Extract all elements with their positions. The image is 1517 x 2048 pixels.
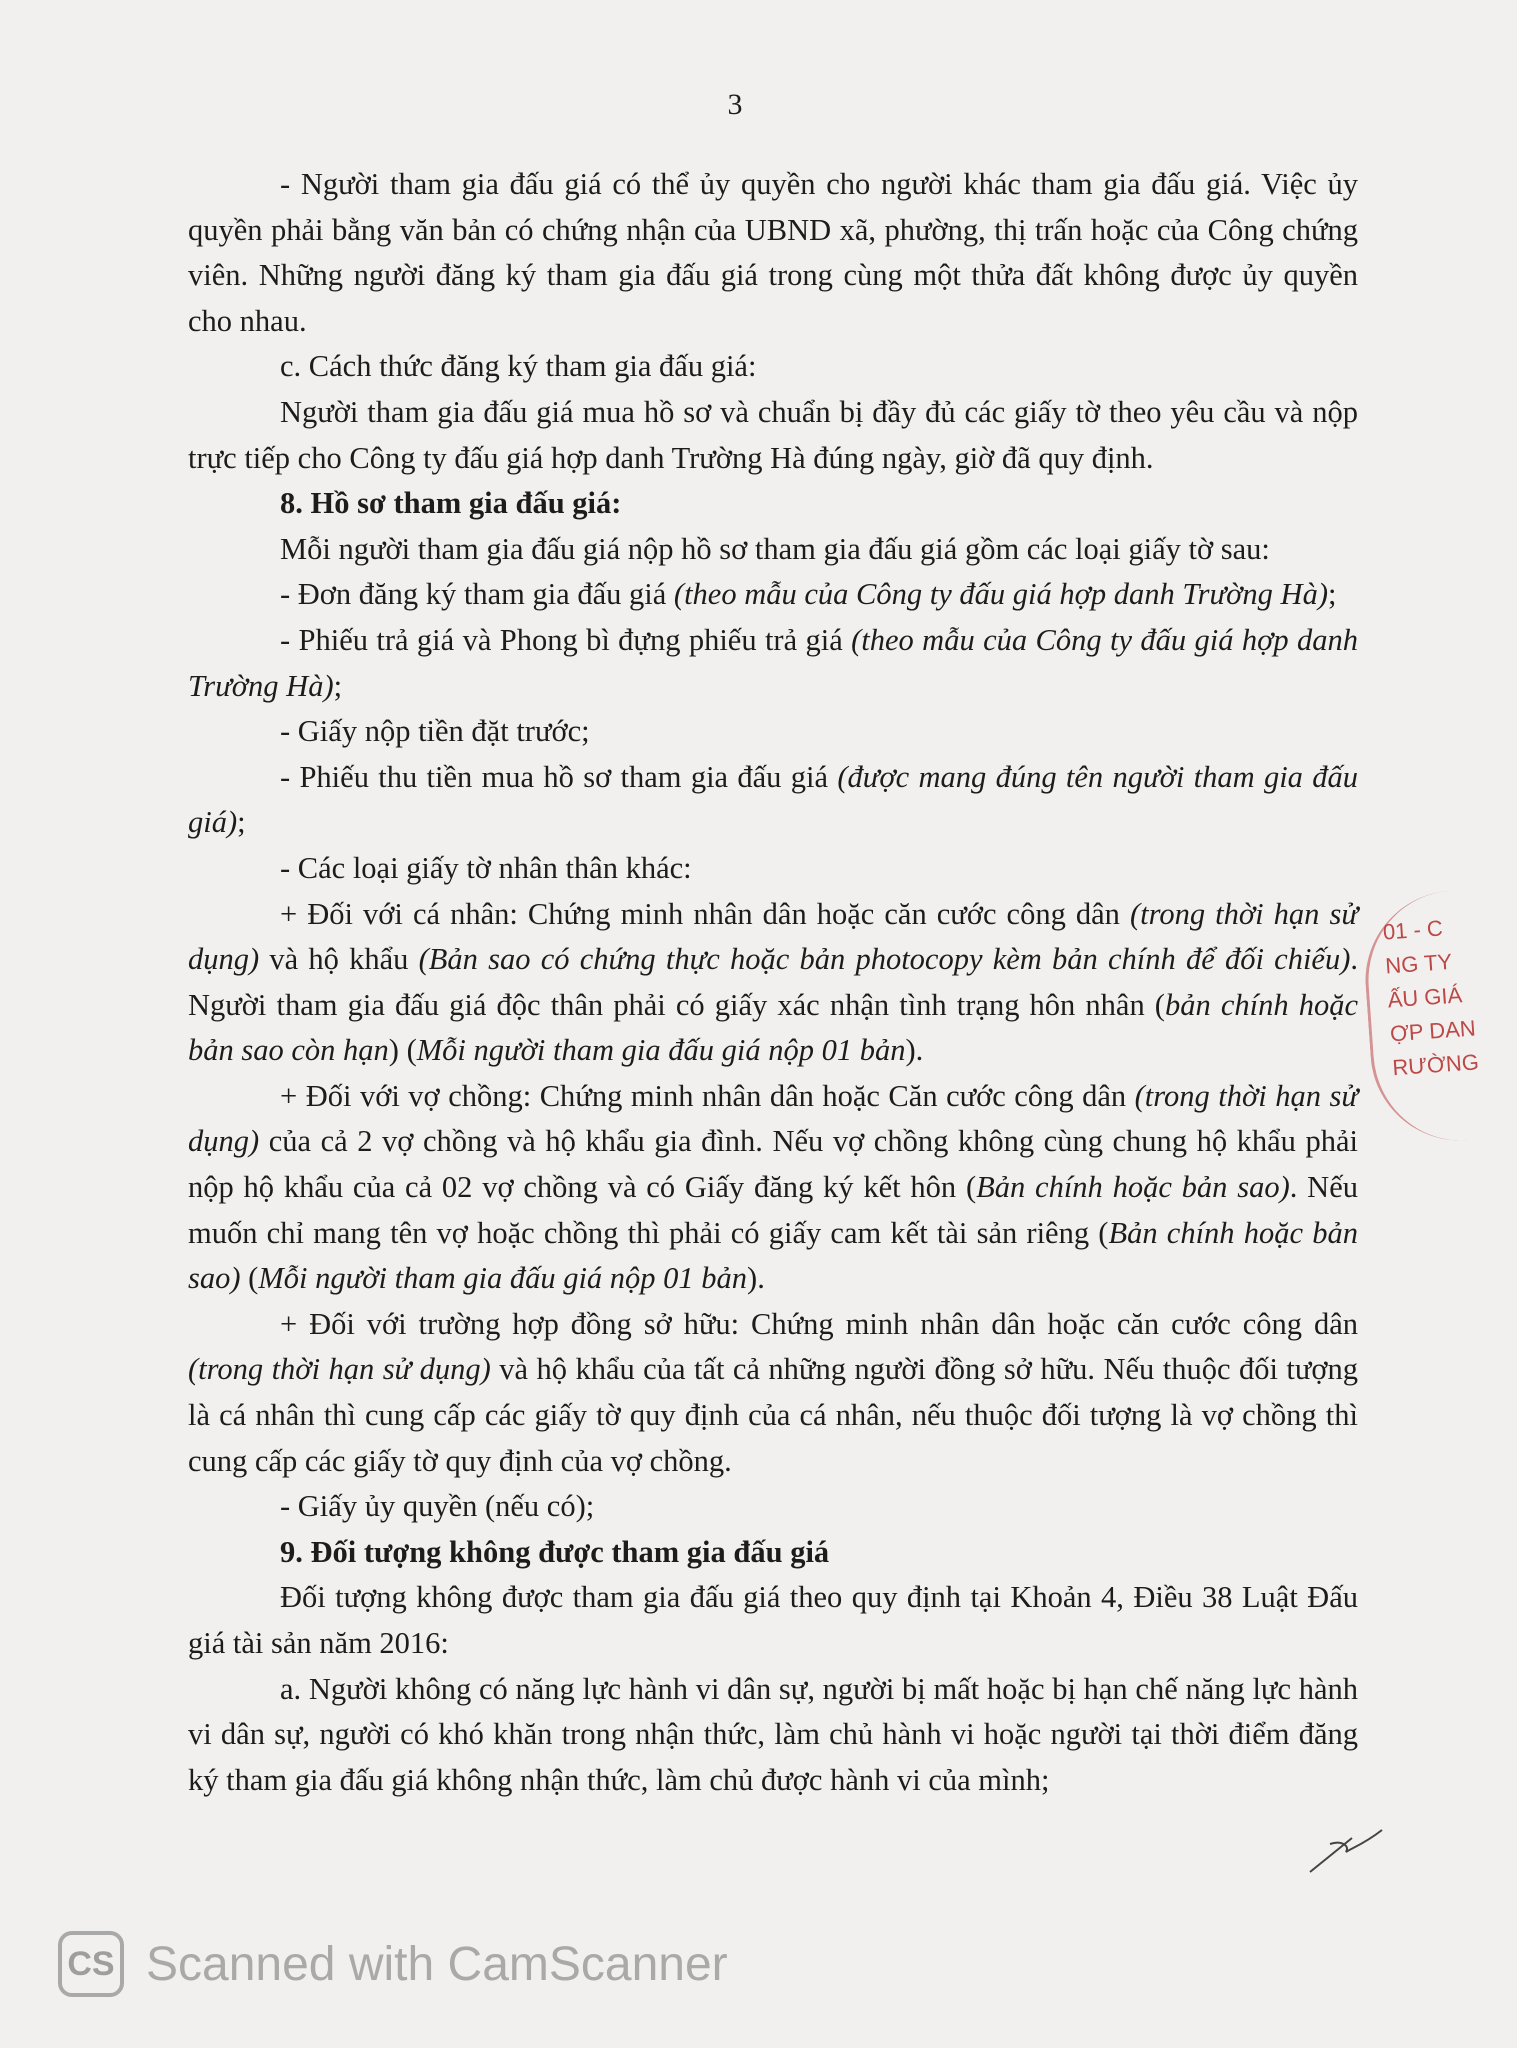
text-run: Mỗi người tham gia đấu giá nộp hồ sơ tham gia đấu giá gồm các loại giấy tờ sau: (280, 531, 1270, 566)
text-run: . Người tham gia đấu giá độc thân phải có giấy xác nhận tình trạng hôn nhân ( (188, 942, 1358, 1022)
text-run: và hộ khẩu (259, 942, 419, 977)
paragraph (188, 1074, 1358, 1302)
paragraph (188, 344, 1358, 390)
paragraph (188, 390, 1358, 481)
text-run: ( (240, 1261, 259, 1296)
text-run: ). (905, 1033, 924, 1068)
italic-text-run: Bản chính hoặc bản sao) (976, 1170, 1290, 1205)
italic-text-run: (được mang đúng tên người tham gia đấu giá) (188, 759, 1358, 840)
stamp-line: NG TY (1384, 948, 1453, 979)
paragraph (188, 572, 1358, 618)
paragraph (188, 1575, 1358, 1666)
text-run: + Đối với trường hợp đồng sở hữu: Chứng minh nhân dân hoặc căn cước công dân (280, 1306, 1358, 1341)
text-run: ; (333, 668, 343, 703)
text-run: + Đối với vợ chồng: Chứng minh nhân dân hoặc Căn cước công dân (280, 1078, 1135, 1113)
text-run: - Người tham gia đấu giá có thể ủy quyền cho người khác tham gia đấu giá. Việc ủy quyền phải bằng văn bản có chứng nhận của UBND xã, phường, thị trấn hoặc của Công chứng viên. Những người đăng ký tham gia đấu giá trong cùng một thửa đất không được ủy quyền cho nhau. (188, 167, 1358, 338)
paragraph (188, 162, 1358, 344)
text-run: - Giấy nộp tiền đặt trước; (280, 714, 590, 749)
text-run: ) ( (388, 1033, 417, 1068)
camscanner-logo-icon: CS (58, 1931, 124, 1997)
text-run: - Phiếu trả giá và Phong bì đựng phiếu trả giá (280, 622, 852, 657)
text-run: - Đơn đăng ký tham gia đấu giá (280, 577, 674, 612)
text-run: a. Người không có năng lực hành vi dân sự, người bị mất hoặc bị hạn chế năng lực hành vi dân sự, người có khó khăn trong nhận thức, làm chủ hành vi hoặc người tại thời điểm đăng ký tham gia đấu giá không nhận thức, làm chủ được hành vi của mình; (188, 1671, 1358, 1797)
paragraph (188, 618, 1358, 709)
text-run: - Phiếu thu tiền mua hồ sơ tham gia đấu giá (280, 759, 838, 794)
paragraph (188, 1530, 1358, 1576)
text-run: ; (237, 805, 246, 840)
text-run: Đối tượng không được tham gia đấu giá theo quy định tại Khoản 4, Điều 38 Luật Đấu giá tài sản năm 2016: (188, 1580, 1358, 1660)
italic-text-run: Mỗi người tham gia đấu giá nộp 01 bản (416, 1033, 906, 1068)
stamp-line: RƯỜNG (1391, 1049, 1480, 1081)
italic-text-run: (trong thời hạn sử dụng) (188, 1352, 491, 1387)
text-run: 8. Hồ sơ tham gia đấu giá: (280, 486, 622, 521)
italic-text-run: Bản chính hoặc bản sao) (188, 1215, 1358, 1296)
paragraph (188, 709, 1358, 755)
stamp-line: 01 - C (1382, 915, 1444, 945)
paragraph (188, 846, 1358, 892)
text-run: ; (1328, 577, 1337, 612)
text-run: - Giấy ủy quyền (nếu có); (280, 1489, 595, 1524)
text-run: Người tham gia đấu giá mua hồ sơ và chuẩn bị đầy đủ các giấy tờ theo yêu cầu và nộp trực tiếp cho Công ty đấu giá hợp danh Trường Hà đúng ngày, giờ đã quy định. (188, 394, 1358, 475)
text-run: ). (747, 1261, 765, 1296)
camscanner-watermark (58, 1930, 728, 1998)
text-run: . Nếu muốn chỉ mang tên vợ hoặc chồng thì phải có giấy cam kết tài sản riêng ( (188, 1170, 1358, 1250)
paragraph (188, 755, 1358, 846)
text-run: + Đối với cá nhân: Chứng minh nhân dân hoặc căn cước công dân (280, 896, 1130, 931)
text-run: - Các loại giấy tờ nhân thân khác: (280, 850, 692, 885)
paragraph (188, 1667, 1358, 1804)
italic-text-run: bản chính hoặc bản sao còn hạn (188, 987, 1358, 1068)
signature-mark (1290, 1800, 1390, 1880)
company-stamp (1359, 887, 1516, 1146)
italic-text-run: (theo mẫu của Công ty đấu giá hợp danh Trường Hà) (188, 622, 1358, 703)
watermark-text: Scanned with CamScanner (146, 1937, 728, 1991)
italic-text-run: (Bản sao có chứng thực hoặc bản photocopy kèm bản chính để đối chiếu) (418, 942, 1351, 977)
page-number: 3 (727, 88, 743, 121)
paragraph (188, 892, 1358, 1074)
text-run: và hộ khẩu của tất cả những người đồng sở hữu. Nếu thuộc đối tượng là cá nhân thì cung cấp các giấy tờ quy định của cá nhân, nếu thuộc đối tượng là vợ chồng thì cung cấp các giấy tờ quy định của vợ chồng. (188, 1352, 1358, 1478)
text-run: 9. Đối tượng không được tham gia đấu giá (280, 1534, 830, 1569)
italic-text-run: (theo mẫu của Công ty đấu giá hợp danh Trường Hà) (673, 577, 1328, 612)
stamp-line: ẤU GIÁ (1386, 982, 1463, 1013)
paragraph (188, 527, 1358, 573)
stamp-line: ỢP DAN (1389, 1015, 1477, 1047)
text-run: c. Cách thức đăng ký tham gia đấu giá: (280, 349, 757, 384)
paragraph (188, 481, 1358, 527)
text-run: của cả 2 vợ chồng và hộ khẩu gia đình. Nếu vợ chồng không cùng chung hộ khẩu phải nộp hộ khẩu của cả 02 vợ chồng và có Giấy đăng ký kết hôn ( (188, 1124, 1358, 1205)
document-body (188, 162, 1358, 1803)
paragraph (188, 1484, 1358, 1530)
italic-text-run: Mỗi người tham gia đấu giá nộp 01 bản (258, 1261, 748, 1296)
paragraph (188, 1302, 1358, 1484)
italic-text-run: (trong thời hạn sử dụng) (188, 1078, 1358, 1159)
italic-text-run: (trong thời hạn sử dụng) (188, 896, 1358, 977)
